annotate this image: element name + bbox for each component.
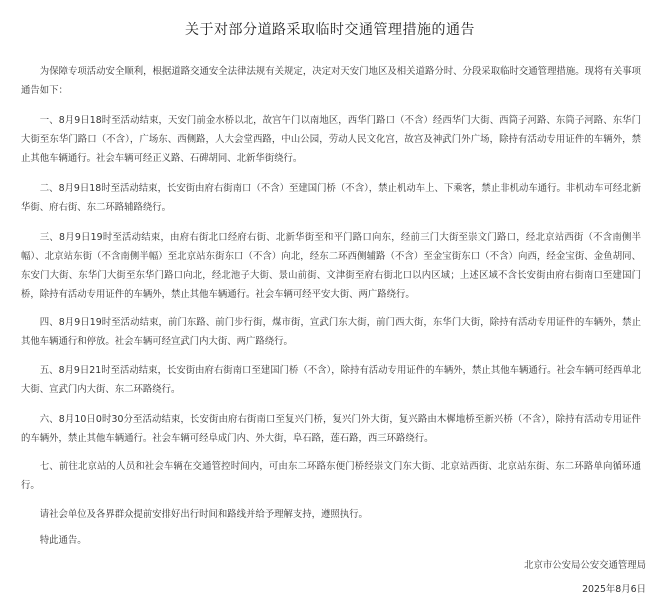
closing-paragraph: 特此通告。: [39, 535, 87, 546]
request-paragraph: 请社会单位及各界群众提前安排好出行时间和路线并给予理解支持，遵照执行。: [39, 509, 368, 520]
item-five-paragraph: 五、8月9日21时至活动结束，长安街由府右街南口至建国门桥（不含），除持有活动专用证件的车辆外，禁止其他车辆通行。社会车辆可经西单北大街、宣武门内大街、东二环路绕行。: [21, 365, 641, 395]
issuer-signature: 北京市公安局公安交通管理局: [524, 560, 646, 571]
item-two-paragraph: 二、8月9日18时至活动结束，长安街由府右街南口（不含）至建国门桥（不含），禁止机动车上、下乘客，禁止非机动车通行。非机动车可经北新华街、府右街、东二环路辅路绕行。: [21, 183, 641, 213]
item-four-paragraph: 四、8月9日19时至活动结束，前门东路、前门步行街，煤市街，宣武门东大街，前门西大街，东华门大街，除持有活动专用证件的车辆外，禁止其他车辆通行和停放。社会车辆可经宣武门内大街、两广路绕行。: [21, 317, 641, 347]
item-seven-paragraph: 七、前往北京站的人员和社会车辆在交通管控时间内，可由东二环路东便门桥经崇文门东大街、北京站西街、北京站东街、东二环路单向循环通行。: [21, 461, 641, 491]
intro-paragraph: 为保障专项活动安全顺利，根据道路交通安全法律法规有关规定，决定对天安门地区及相关道路分时、分段采取临时交通管理措施。现将有关事项通告如下：: [21, 66, 641, 96]
item-three-paragraph: 三、8月9日19时至活动结束，由府右街北口经府右街、北新华街至和平门路口向东，经前三门大街至崇文门路口，经北京站西街（不含南侧半幅）、北京站东街（不含南侧半幅）至北京站东街东口（不含）向北，经东二环西侧辅路（不含）至金宝街东口（不含）向西，经金宝街、金鱼胡同、东安门大街、东华门大街至东华门路口向北，经北池子大街、景山前街、文津街至府右街北口以内区域；上述区域不含长安街由府右街南口至建国门桥，除持有活动专用证件的车辆外，禁止其他车辆通行。社会车辆可经平安大街、两广路绕行。: [21, 232, 641, 300]
notice-title: 关于对部分道路采取临时交通管理措施的通告: [185, 22, 475, 39]
item-six-paragraph: 六、8月10日0时30分至活动结束，长安街由府右街南口至复兴门桥，复兴门外大街，复兴路由木樨地桥至新兴桥（不含），除持有活动专用证件的车辆外，禁止其他车辆通行。社会车辆可经阜成门内、外大街，阜石路，莲石路，西三环路绕行。: [21, 414, 641, 444]
item-one-paragraph: 一、8月9日18时至活动结束，天安门前金水桥以北，故宫午门以南地区，西华门路口（不含）经西华门大街、西筒子河路、东筒子河路、东华门大街至东华门路口（不含），广场东、西侧路，人大会堂西路，中山公园，劳动人民文化宫，故宫及神武门外广场，除持有活动专用证件的车辆外，禁止其他车辆通行。社会车辆可经正义路、石碑胡同、北新华街绕行。: [21, 115, 641, 164]
issue-date: 2025年8月6日: [582, 584, 646, 595]
